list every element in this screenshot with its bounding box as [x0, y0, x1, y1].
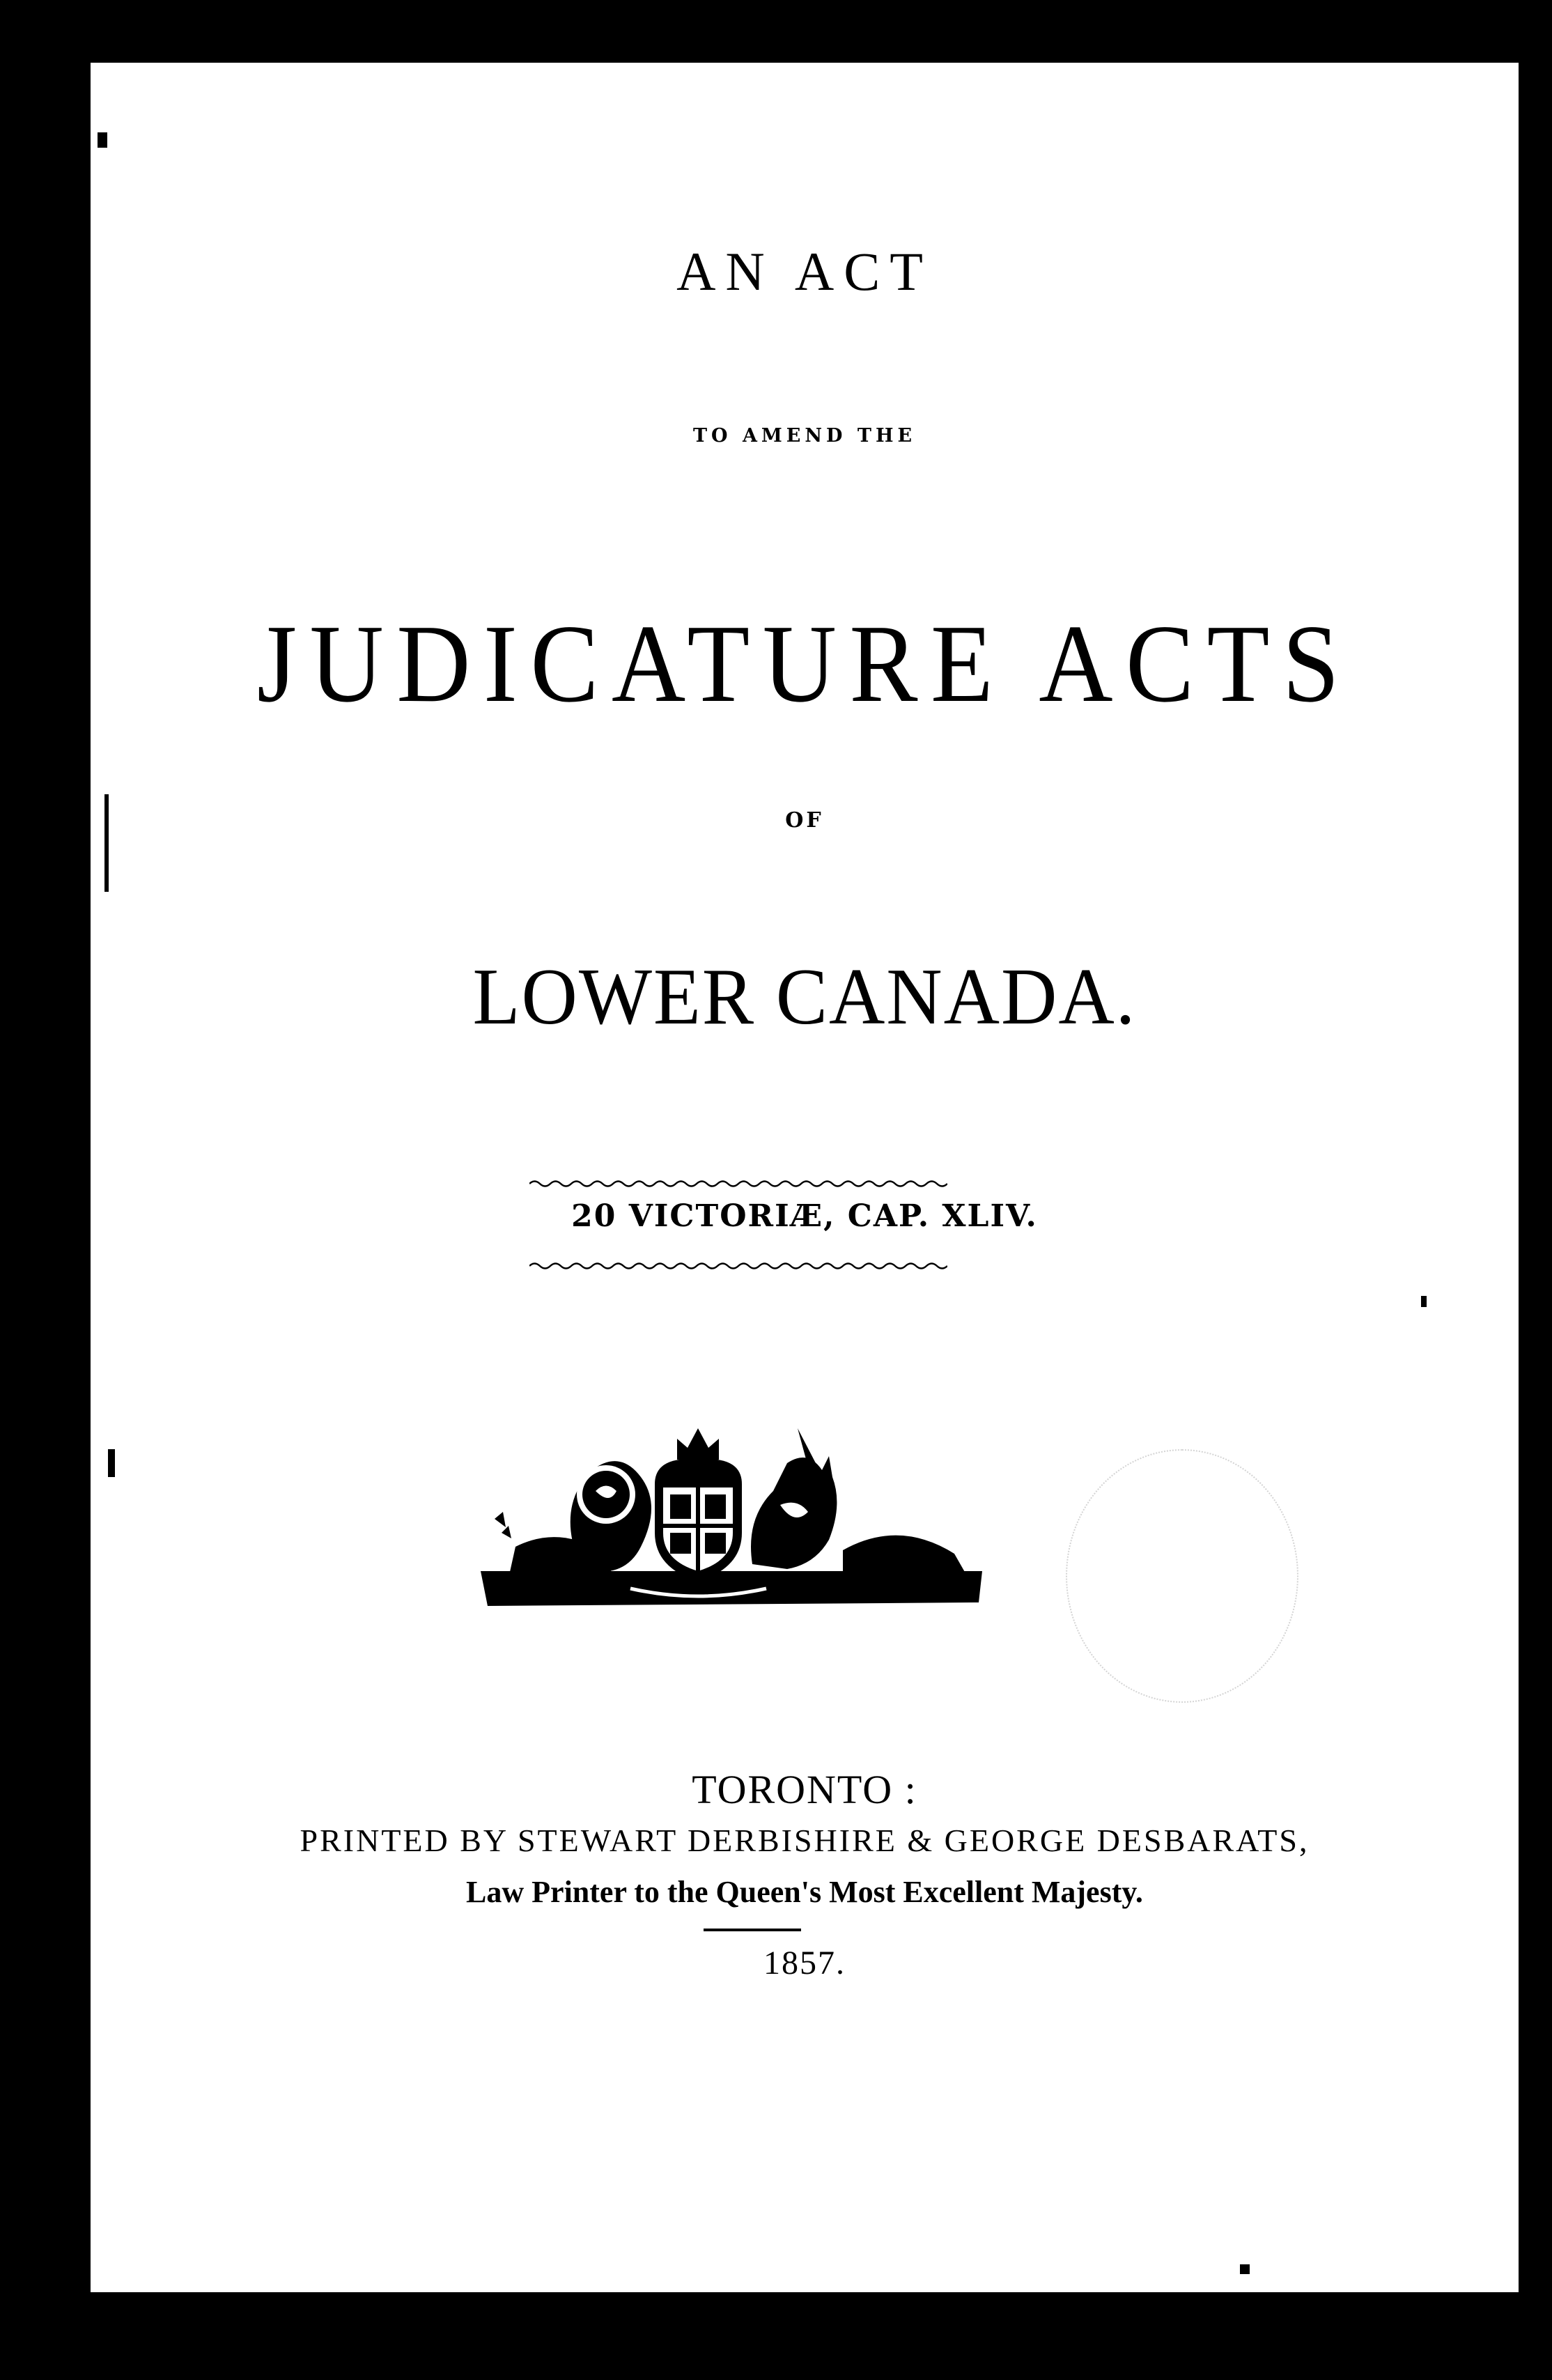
jurisdiction-title: LOWER CANADA. [472, 952, 1137, 1042]
imprint-law-printer: Law Printer to the Queen's Most Excellent Majesty. [466, 1875, 1143, 1909]
imprint-printers: PRINTED BY STEWART DERBISHIRE & GEORGE DESBARATS, [300, 1823, 1310, 1858]
title-page [91, 63, 1519, 2292]
year-rule [704, 1929, 801, 1931]
royal-coat-of-arms-icon [481, 1421, 982, 1630]
scan-speck [1240, 2264, 1250, 2274]
paper-stain [1066, 1449, 1298, 1703]
wavy-rule-top [529, 1177, 947, 1190]
scan-speck [104, 794, 109, 892]
wavy-rule-bottom [529, 1260, 947, 1272]
imprint-city: TORONTO : [692, 1767, 917, 1812]
scan-speck [1421, 1296, 1427, 1307]
statute-citation: 20 VICTORIÆ, CAP. XLIV. [571, 1198, 1038, 1234]
to-amend-line: TO AMEND THE [692, 425, 917, 447]
main-title: JUDICATURE ACTS [256, 601, 1353, 725]
of-word: OF [785, 808, 824, 833]
act-title: AN ACT [676, 241, 933, 302]
imprint-year: 1857. [763, 1945, 846, 1981]
scan-speck [108, 1449, 115, 1477]
scan-speck [98, 132, 107, 148]
